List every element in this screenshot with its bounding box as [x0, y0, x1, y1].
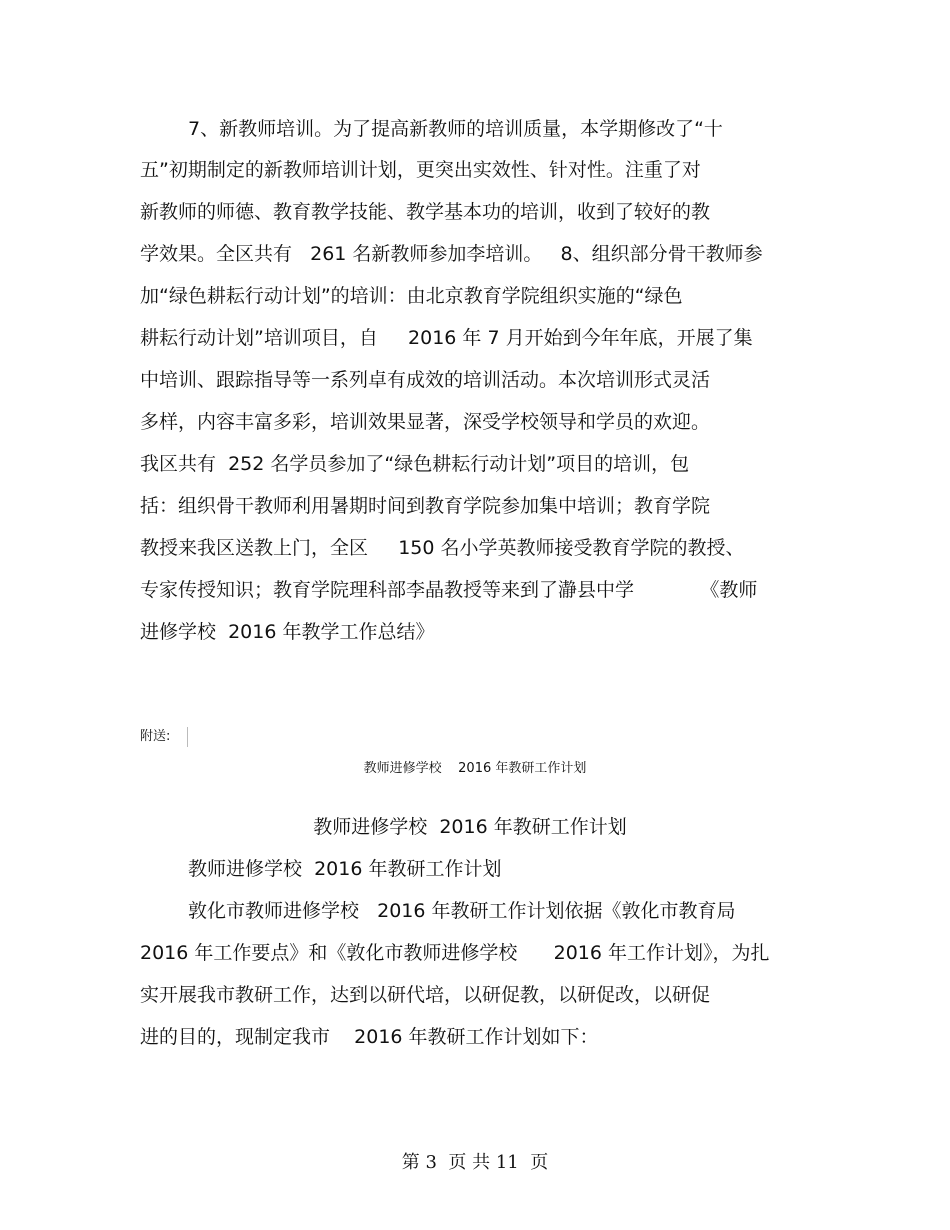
- body-line-13: 进修学校 2016 年教学工作总结》: [140, 621, 435, 643]
- body-line-11: 教授来我区送教上门，全区 150 名小学英教师接受教育学院的教授、: [140, 537, 745, 559]
- body-line-6: 耕耘行动计划”培训项目，自 2016 年 7 月开始到今年年底，开展了集: [140, 327, 753, 349]
- divider-line: [187, 727, 188, 747]
- body-line-12: 专家传授知识；教育学院理科部李晶教授等来到了瀞县中学 《教师: [140, 579, 758, 601]
- body-line-2: 五”初期制定的新教师培训计划，更突出实效性、针对性。注重了对: [140, 159, 701, 181]
- plan-line-1: 敦化市教师进修学校 2016 年教研工作计划依据《敦化市教育局: [188, 900, 736, 922]
- page-indicator: 第 3 页 共 11 页: [401, 1152, 549, 1173]
- body-line-4: 学效果。全区共有 261 名新教师参加李培训。 8、组织部分骨干教师参: [140, 243, 763, 265]
- attachment-small-title: 教师进修学校 2016 年教研工作计划: [363, 761, 587, 776]
- body-line-1: 7、新教师培训。为了提高新教师的培训质量，本学期修改了“十: [188, 118, 723, 140]
- body-line-5: 加“绿色耕耘行动计划”的培训：由北京教育学院组织实施的“绿色: [140, 285, 683, 307]
- body-line-3: 新教师的师德、教育教学技能、教学基本功的培训，收到了较好的教: [140, 201, 711, 223]
- plan-line-2: 2016 年工作要点》和《敦化市教师进修学校 2016 年工作计划》，为扎: [140, 942, 770, 964]
- body-line-9: 我区共有 252 名学员参加了“绿色耕耘行动计划”项目的培训，包: [140, 453, 690, 475]
- attachment-label: 附送:: [140, 729, 171, 744]
- plan-subtitle: 教师进修学校 2016 年教研工作计划: [188, 858, 502, 880]
- plan-line-4: 进的目的，现制定我市 2016 年教研工作计划如下：: [140, 1026, 599, 1048]
- body-line-10: 括：组织骨干教师利用暑期时间到教育学院参加集中培训；教育学院: [140, 495, 711, 517]
- body-line-8: 多样，内容丰富多彩，培训效果显著，深受学校领导和学员的欢迎。: [140, 411, 711, 433]
- plan-line-3: 实开展我市教研工作，达到以研代培，以研促教，以研促改，以研促: [140, 984, 711, 1006]
- body-line-7: 中培训、跟踪指导等一系列卓有成效的培训活动。本次培训形式灵活: [140, 369, 711, 391]
- plan-title: 教师进修学校 2016 年教研工作计划: [313, 816, 627, 838]
